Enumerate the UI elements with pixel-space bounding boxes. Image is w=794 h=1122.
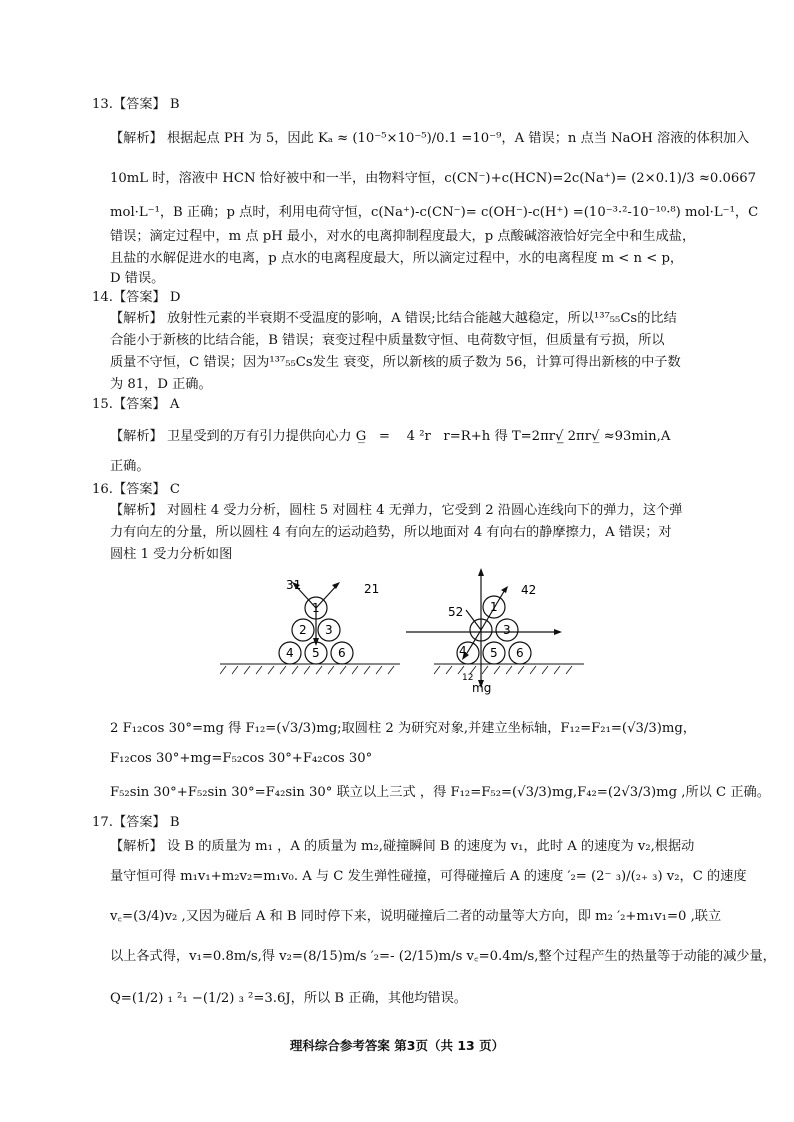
- cyl-5-right: 5: [490, 646, 498, 660]
- label-f12: 12: [462, 673, 474, 683]
- cyl-6: 6: [338, 646, 346, 660]
- cyl-5: 5: [312, 646, 320, 660]
- q13-line-6: D 错误。: [110, 271, 165, 286]
- q15-line-1: 【解析】 卫星受到的万有引力提供向心力 G̲ = 4 ²r r=R+h 得 T=2πr√̲̲̲̲ 2πr√̲ ≈93min,A: [110, 429, 671, 444]
- q16-eq-1: 2 F₁₂cos 30°=mg 得 F₁₂=(√3/3)mg;取圆柱 2 为研究对象,并建立坐标轴，F₁₂=F₂₁=(√3/3)mg，: [110, 721, 696, 736]
- cyl-1: 1: [312, 601, 320, 615]
- q16-line-2: 力有向左的分量，所以圆柱 4 有向左的运动趋势，所以地面对 4 有向右的静摩擦力，A 错误；对: [110, 525, 672, 540]
- label-mg: mg: [472, 681, 492, 695]
- cyl-3-right: 3: [503, 623, 511, 637]
- q17-line-4: 以上各式得，v₁=0.8m/s,得 v₂=(8/15)m/s ′₂=- (2/15)m/s v꜀=0.4m/s,整个过程产生的热量等于动能的减少量，: [110, 949, 776, 964]
- q14-line-2: 合能小于新核的比结合能，B 错误；衰变过程中质量数守恒、电荷数守恒，但质量有亏损，所以: [110, 333, 665, 348]
- cyl-1-right: 1: [490, 600, 498, 614]
- q17-line-3: v꜀=(3/4)v₂ ,又因为碰后 A 和 B 同时停下来，说明碰撞后二者的动量等大方向，即 m₂ ′₂+m₁v₁=0 ,联立: [110, 909, 722, 924]
- q16-line-1: 【解析】 对圆柱 4 受力分析，圆柱 5 对圆柱 4 无弹力，它受到 2 沿圆心连线向下的弹力，这个弹: [110, 503, 683, 518]
- q13-line-2: 10mL 时，溶液中 HCN 恰好被中和一半，由物料守恒，c(CN⁻)+c(HCN)=2c(Na⁺)= (2×0.1)/3 ≈0.0667: [110, 171, 757, 186]
- label-f31: 31: [286, 578, 302, 592]
- q17-line-1: 【解析】 设 B 的质量为 m₁ ，A 的质量为 m₂,碰撞瞬间 B 的速度为 v₁，此时 A 的速度为 v₂,根据动: [110, 839, 695, 854]
- cyl-3: 3: [325, 623, 333, 637]
- q17-line-5: Q=(1/2) ₁ ²₁ −(1/2) ₃ ²=3.6J，所以 B 正确，其他均错误。: [110, 991, 467, 1006]
- label-f21: 21: [364, 582, 380, 596]
- cyl-2: 2: [299, 623, 307, 637]
- label-f52: 52: [448, 605, 464, 619]
- q13-line-3: mol·L⁻¹，B 正确；p 点时，利用电荷守恒，c(Na⁺)-c(CN⁻)= c(OH⁻)-c(H⁺) =(10⁻³·²-10⁻¹⁰·⁸) mol·L⁻¹，C: [110, 205, 759, 220]
- cyl-6-right: 6: [516, 646, 524, 660]
- page-footer: 理科综合参考答案 第3页（共 13 页）: [289, 1038, 505, 1053]
- q14-line-1: 【解析】 放射性元素的半衰期不受温度的影响，A 错误;比结合能越大越稳定，所以¹³⁷₅₅Cs的比结: [110, 311, 677, 326]
- q16-answer-heading: 16.【答案】 C: [92, 482, 181, 497]
- q13-line-1: 【解析】 根据起点 PH 为 5，因此 Kₐ ≈ (10⁻⁵×10⁻⁵)/0.1 =10⁻⁹，A 错误；n 点当 NaOH 溶液的体积加入: [110, 131, 750, 146]
- q14-line-3: 质量不守恒，C 错误；因为¹³⁷₅₅Cs发生 衰变，所以新核的质子数为 56，计算可得出新核的中子数: [110, 355, 681, 370]
- q16-line-3: 圆柱 1 受力分析如图: [110, 547, 233, 562]
- q17-answer-heading: 17.【答案】 B: [92, 815, 180, 830]
- q17-line-2: 量守恒可得 m₁v₁+m₂v₂=m₁v₀. A 与 C 发生弹性碰撞，可得碰撞后 A 的速度 ′₂= (2⁻ ₃)/(₂₊ ₃) v₂，C 的速度: [110, 869, 747, 884]
- force-diagram-left: [220, 566, 400, 686]
- q13-answer-heading: 13.【答案】 B: [92, 97, 180, 112]
- q16-eq-2: F₁₂cos 30°+mg=F₅₂cos 30°+F₄₂cos 30°: [110, 751, 373, 766]
- q13-line-5: 且盐的水解促进水的电离，p 点水的电离程度最大，所以滴定过程中，水的电离程度 m < n < p，: [110, 251, 684, 266]
- q14-line-4: 为 81，D 正确。: [110, 377, 212, 392]
- q15-answer-heading: 15.【答案】 A: [92, 397, 180, 412]
- force-diagram-right: [404, 560, 584, 696]
- q13-line-4: 错误；滴定过程中，m 点 pH 最小，对水的电离抑制程度最大，p 点酸碱溶液恰好完全中和生成盐，: [110, 229, 696, 244]
- q14-answer-heading: 14.【答案】 D: [92, 290, 181, 305]
- cyl-4: 4: [286, 646, 294, 660]
- q16-eq-3: F₅₂sin 30°+F₅₂sin 30°=F₄₂sin 30° 联立以上三式 ，得 F₁₂=F₅₂=(√3/3)mg,F₄₂=(2√3/3)mg ,所以 C 正确。: [110, 785, 770, 800]
- cyl-4-right: 4: [459, 644, 467, 658]
- q15-line-2: 正确。: [110, 459, 150, 474]
- label-f42: 42: [521, 583, 537, 597]
